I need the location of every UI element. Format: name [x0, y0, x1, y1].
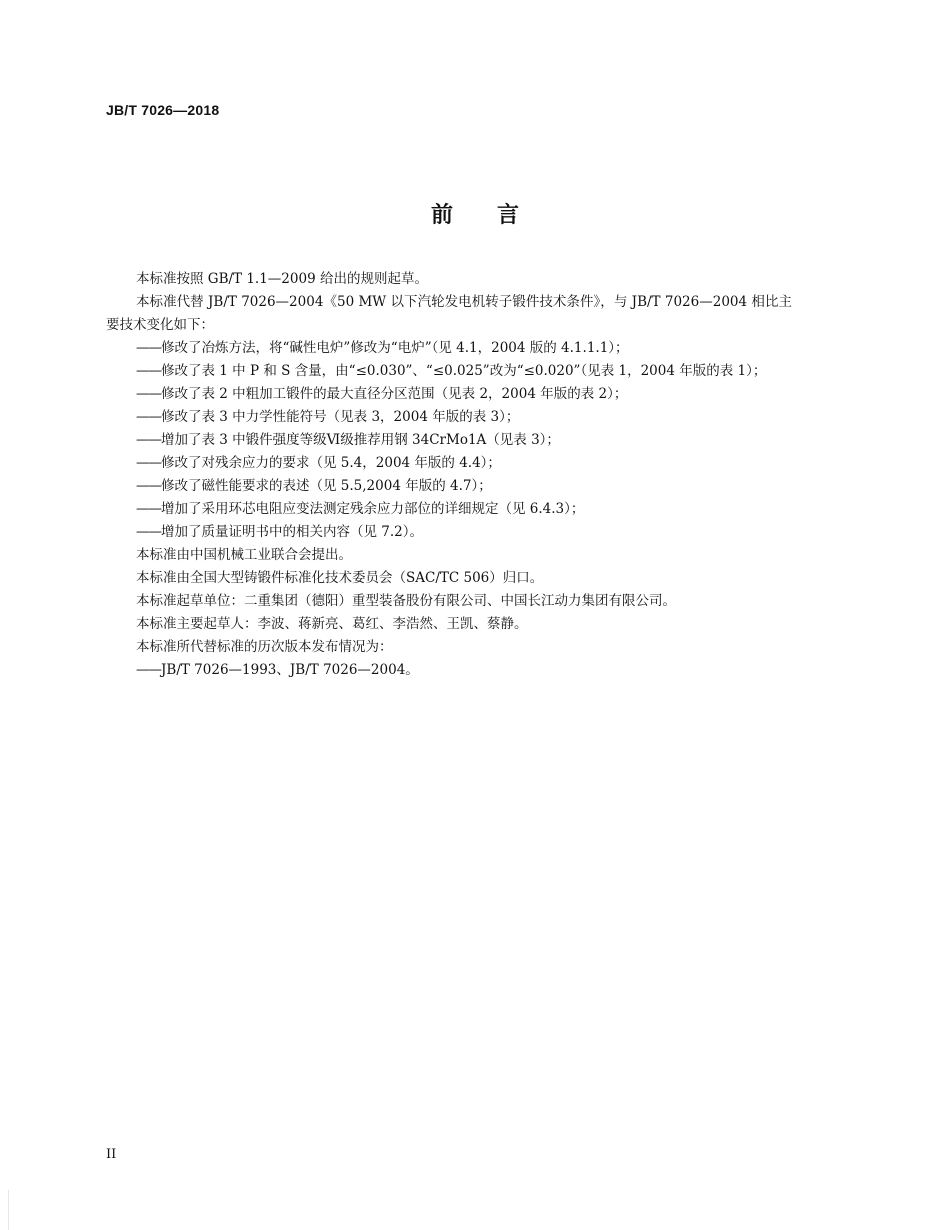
list-item-text: 修改了冶炼方法，将“碱性电炉”修改为“电炉”（见 4.1，2004 版的 4.1.1.1）； — [161, 340, 629, 356]
document-body — [106, 268, 792, 682]
dash-marker: —— — [136, 386, 161, 402]
list-item-text: 修改了磁性能要求的表述（见 5.5,2004 年版的 4.7）； — [161, 478, 492, 494]
page-number: II — [106, 1147, 117, 1162]
list-item-text: 修改了表 2 中粗加工锻件的最大直径分区范围（见表 2，2004 年版的表 2）； — [161, 386, 628, 402]
list-item-text: 增加了采用环芯电阻应变法测定残余应力部位的详细规定（见 6.4.3）； — [161, 501, 585, 517]
list-item — [106, 429, 792, 452]
paragraph-proposer: 本标准由中国机械工业联合会提出。 — [136, 547, 352, 563]
list-item-text: 增加了质量证明书中的相关内容（见 7.2）。 — [161, 524, 424, 540]
changes-list — [106, 337, 792, 544]
dash-marker: —— — [136, 501, 161, 517]
dash-marker: —— — [136, 478, 161, 494]
list-item — [106, 406, 792, 429]
list-item — [106, 337, 792, 360]
list-item-text: 修改了表 3 中力学性能符号（见表 3，2004 年版的表 3）； — [161, 409, 520, 425]
paragraph-replacement-statement: 本标准代替 JB/T 7026—2004《50 MW 以下汽轮发电机转子锻件技术条件》，与 JB/T 7026—2004 相比主要技术变化如下： — [106, 294, 792, 333]
dash-marker: —— — [136, 409, 161, 425]
dash-marker: —— — [136, 432, 161, 448]
list-item — [106, 452, 792, 475]
dash-marker: —— — [136, 662, 161, 678]
list-item — [106, 383, 792, 406]
paragraph-drafting-rules: 本标准按照 GB/T 1.1—2009 给出的规则起草。 — [136, 271, 428, 287]
paragraph-drafters: 本标准主要起草人：李波、蒋新亮、葛红、李浩然、王凯、蔡静。 — [136, 616, 528, 632]
list-item — [106, 475, 792, 498]
list-item-text: 增加了表 3 中锻件强度等级Ⅵ级推荐用钢 34CrMo1A（见表 3）； — [161, 432, 560, 448]
paragraph-version-history: 本标准所代替标准的历次版本发布情况为： — [136, 639, 393, 655]
scan-edge-line — [8, 1190, 9, 1230]
history-versions: JB/T 7026—1993、JB/T 7026—2004。 — [161, 662, 419, 678]
paragraph-committee: 本标准由全国大型铸锻件标准化技术委员会（SAC/TC 506）归口。 — [136, 570, 544, 586]
list-item — [106, 498, 792, 521]
dash-marker: —— — [136, 363, 161, 379]
list-item-text: 修改了对残余应力的要求（见 5.4，2004 年版的 4.4）； — [161, 455, 501, 471]
page-title: 前言 — [430, 203, 563, 228]
list-item — [106, 360, 792, 383]
dash-marker: —— — [136, 524, 161, 540]
list-item-text: 修改了表 1 中 P 和 S 含量，由“≤0.030”、“≤0.025”改为“≤0.020”（见表 1，2004 年版的表 1）； — [161, 363, 767, 379]
standard-code-header: JB/T 7026—2018 — [106, 102, 220, 118]
dash-marker: —— — [136, 340, 161, 356]
paragraph-drafting-units: 本标准起草单位：二重集团（德阳）重型装备股份有限公司、中国长江动力集团有限公司。 — [136, 593, 676, 609]
dash-marker: —— — [136, 455, 161, 471]
list-item — [106, 521, 792, 544]
list-item-history — [106, 659, 792, 682]
